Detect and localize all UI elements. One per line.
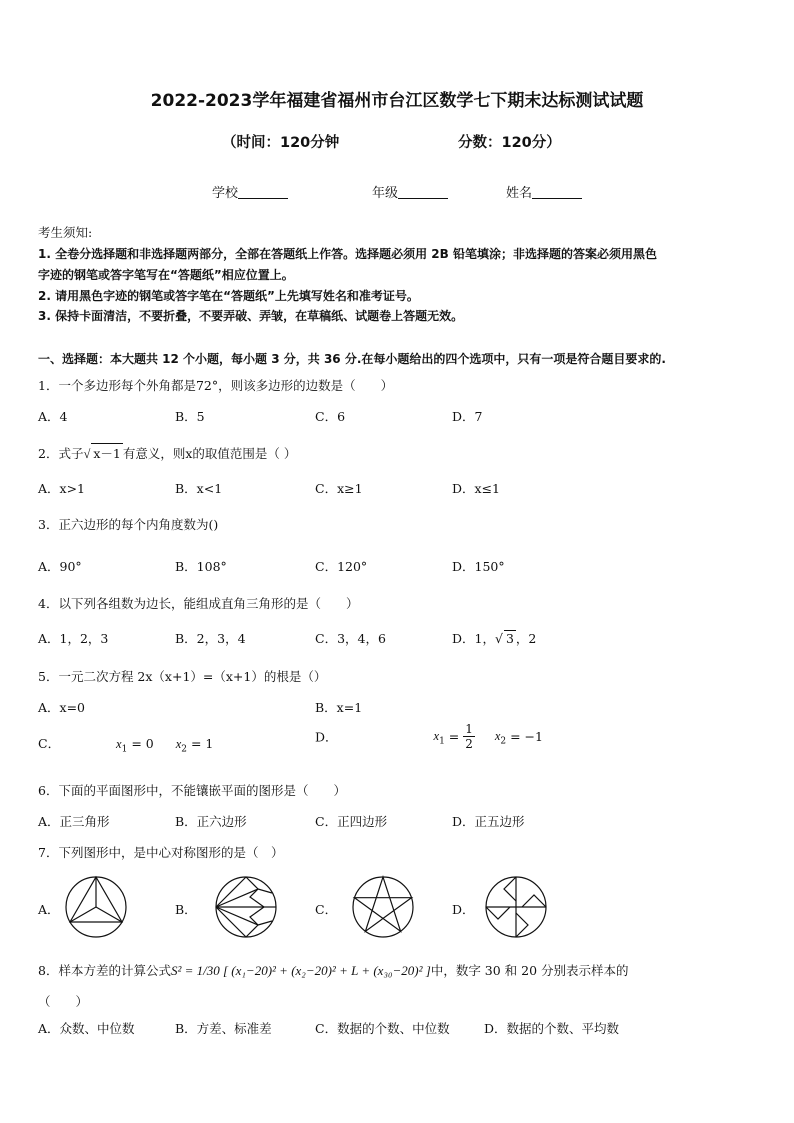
- grade-blank[interactable]: [398, 186, 448, 199]
- name-field: 姓名: [506, 182, 582, 201]
- q8-option-c[interactable]: C．数据的个数、中位数: [315, 1021, 450, 1036]
- q3-option-b[interactable]: B．108°: [175, 559, 227, 574]
- q1-option-a[interactable]: A．4: [38, 409, 68, 424]
- q7-figure-b: [214, 875, 278, 939]
- q7-option-b[interactable]: B．: [175, 902, 197, 917]
- q1-option-c[interactable]: C．6: [315, 409, 346, 424]
- q5-option-a[interactable]: A．x=0: [38, 700, 86, 715]
- q6-option-b[interactable]: B．正六边形: [175, 814, 247, 829]
- name-blank[interactable]: [532, 186, 582, 199]
- variance-formula: S² = 1/30 [ (x₁−20)² + (x₂−20)² + L + (x₃₀−20)² ]: [170, 963, 431, 978]
- q3-option-d[interactable]: D．150°: [452, 559, 505, 574]
- q6-option-a[interactable]: A．正三角形: [38, 814, 110, 829]
- q5-option-c[interactable]: C． $x_1 = 0$ $x_2 = 1$: [38, 736, 214, 755]
- q5-option-d[interactable]: D． $x_1$ = $\frac{1}{2}$ $x_2 = -1$: [315, 722, 543, 751]
- notice-heading: 考生须知:: [38, 225, 93, 240]
- q2-option-b[interactable]: B．x<1: [175, 481, 223, 496]
- notice-item-1a: 1. 全卷分选择题和非选择题两部分，全部在答题纸上作答。选择题必须用 2B 铅笔填涂；非选择题的答案必须用黑色: [38, 247, 657, 261]
- q8-option-d[interactable]: D．数据的个数、平均数: [484, 1021, 620, 1036]
- q7-figure-c: [351, 875, 415, 939]
- q2-option-a[interactable]: A．x>1: [38, 481, 86, 496]
- notice-item-3: 3. 保持卡面清洁，不要折叠，不要弄破、弄皱，在草稿纸、试题卷上答题无效。: [38, 309, 464, 323]
- q1-option-b[interactable]: B．5: [175, 409, 205, 424]
- q2-option-d[interactable]: D．x≤1: [452, 481, 500, 496]
- q5-option-b[interactable]: B．x=1: [315, 700, 363, 715]
- q6-option-d[interactable]: D．正五边形: [452, 814, 525, 829]
- exam-score: 分数：120分）: [458, 135, 561, 151]
- q4-option-c[interactable]: C．3，4，6: [315, 631, 386, 646]
- notice-item-1b: 字迹的钢笔或答字笔写在“答题纸”相应位置上。: [38, 268, 294, 282]
- q7-option-a[interactable]: A．: [38, 902, 60, 917]
- q3-option-a[interactable]: A．90°: [38, 559, 82, 574]
- page-title: 2022-2023学年福建省福州市台江区数学七下期末达标测试试题: [150, 91, 644, 111]
- q8-paren: （ ）: [38, 994, 89, 1009]
- school-field: 学校: [212, 182, 288, 201]
- q5-stem: 5．一元二次方程 2x（x+1）=（x+1）的根是（）: [38, 669, 327, 684]
- grade-field: 年级: [372, 182, 448, 201]
- school-blank[interactable]: [238, 186, 288, 199]
- q2-radicand: x－1: [91, 443, 123, 462]
- q3-stem: 3．正六边形的每个内角度数为(): [38, 517, 219, 532]
- q1-option-d[interactable]: D．7: [452, 409, 483, 424]
- q7-figure-a: [64, 875, 128, 939]
- q7-option-c[interactable]: C．: [315, 902, 338, 917]
- q7-figure-d: [484, 875, 548, 939]
- section-heading: 一、选择题：本大题共 12 个小题，每小题 3 分，共 36 分.在每小题给出的四个选项中，只有一项是符合题目要求的.: [38, 352, 666, 366]
- q3-option-c[interactable]: C．120°: [315, 559, 368, 574]
- q4-option-a[interactable]: A．1，2，3: [38, 631, 109, 646]
- q8-option-a[interactable]: A．众数、中位数: [38, 1021, 135, 1036]
- q7-option-d[interactable]: D．: [452, 902, 475, 917]
- notice-item-2: 2. 请用黑色字迹的钢笔或答字笔在“答题纸”上先填写姓名和准考证号。: [38, 289, 419, 303]
- q4-option-b[interactable]: B．2，3，4: [175, 631, 246, 646]
- q8-option-b[interactable]: B．方差、标准差: [175, 1021, 272, 1036]
- q6-stem: 6．下面的平面图形中，不能镶嵌平面的图形是（ ）: [38, 783, 346, 798]
- q4-stem: 4．以下列各组数为边长，能组成直角三角形的是（ ）: [38, 596, 359, 611]
- exam-time: （时间：120分钟: [222, 135, 340, 151]
- q8-stem: 8．样本方差的计算公式S² = 1/30 [ (x₁−20)² + (x₂−20)² + L + (x₃₀−20)² ]中，数字 30 和 20 分别表示样本的: [38, 963, 629, 978]
- q1-stem: 1．一个多边形每个外角都是72°，则该多边形的边数是（ ）: [38, 378, 394, 393]
- q6-option-c[interactable]: C．正四边形: [315, 814, 388, 829]
- q7-stem: 7．下列图形中，是中心对称图形的是（ ）: [38, 845, 284, 860]
- q2-stem: 2．式子√ x－1 有意义，则x的取值范围是（ ）: [38, 443, 296, 462]
- q2-option-c[interactable]: C．x≥1: [315, 481, 363, 496]
- q4-option-d[interactable]: D．1，√ 3 ，2: [452, 631, 537, 646]
